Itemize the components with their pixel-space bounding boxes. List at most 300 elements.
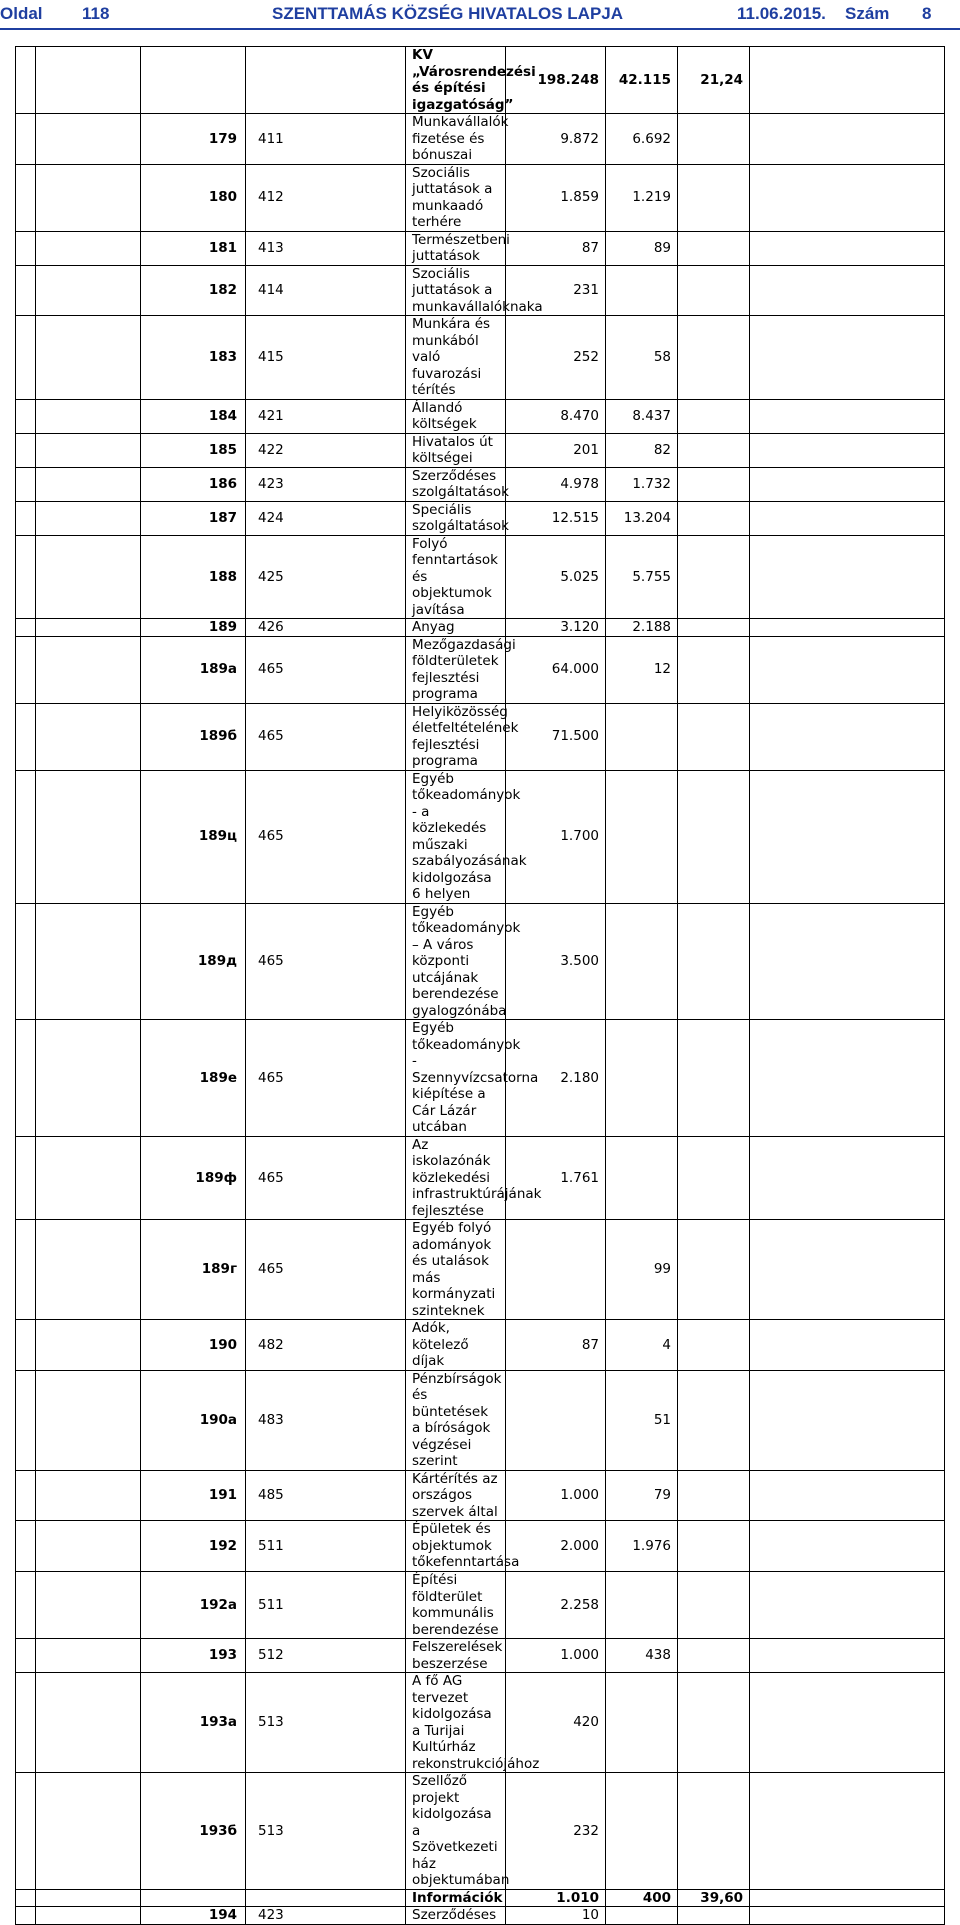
cell-plan-amount: 64.000 — [506, 636, 606, 703]
cell-realized-amount — [606, 703, 678, 770]
cell-plan-amount: 2.000 — [506, 1521, 606, 1572]
cell-plan-amount: 12.515 — [506, 501, 606, 535]
cell-plan-amount: 232 — [506, 1773, 606, 1890]
table-row — [16, 231, 945, 265]
cell-extra — [750, 703, 945, 770]
cell-blank-a — [16, 1572, 36, 1639]
cell-plan-amount — [506, 1220, 606, 1320]
cell-position — [141, 47, 246, 114]
cell-position: 190 — [141, 1320, 246, 1371]
cell-extra — [750, 1220, 945, 1320]
header-date: 11.06.2015. — [737, 4, 826, 23]
cell-description: Anyag — [406, 619, 506, 637]
cell-plan-amount: 420 — [506, 1673, 606, 1773]
table-row — [16, 1136, 945, 1220]
table-row — [16, 265, 945, 316]
cell-position: 179 — [141, 114, 246, 165]
cell-blank-a — [16, 1907, 36, 1925]
cell-extra — [750, 433, 945, 467]
cell-plan-amount: 3.120 — [506, 619, 606, 637]
cell-position: 193 — [141, 1639, 246, 1673]
cell-econ-code: 511 — [246, 1521, 406, 1572]
cell-plan-amount: 87 — [506, 231, 606, 265]
cell-description: Egyéb folyó adományok és utalások más kormányzati szinteknek — [406, 1220, 506, 1320]
table-row — [16, 619, 945, 637]
cell-blank-b — [36, 770, 141, 903]
table-row — [16, 433, 945, 467]
cell-percent — [678, 1370, 750, 1470]
cell-description: Építési földterület kommunális berendezése — [406, 1572, 506, 1639]
cell-econ-code — [246, 1889, 406, 1907]
cell-econ-code: 511 — [246, 1572, 406, 1639]
cell-econ-code: 465 — [246, 1220, 406, 1320]
table-row — [16, 47, 945, 114]
cell-description: Szerződéses szolgáltatások — [406, 467, 506, 501]
cell-position: 182 — [141, 265, 246, 316]
cell-position: 193б — [141, 1773, 246, 1890]
cell-econ-code: 465 — [246, 703, 406, 770]
cell-description: Információk — [406, 1889, 506, 1907]
cell-realized-amount: 8.437 — [606, 399, 678, 433]
cell-description: Kártérítés az országos szervek által — [406, 1470, 506, 1521]
cell-blank-b — [36, 1572, 141, 1639]
cell-position: 189д — [141, 903, 246, 1020]
cell-realized-amount: 5.755 — [606, 535, 678, 619]
cell-blank-b — [36, 265, 141, 316]
header-publication-title: SZENTTAMÁS KÖZSÉG HIVATALOS LAPJA — [272, 4, 624, 23]
cell-description: Szociális juttatások a munkaadó terhére — [406, 164, 506, 231]
cell-econ-code: 424 — [246, 501, 406, 535]
cell-percent — [678, 1907, 750, 1925]
cell-extra — [750, 1572, 945, 1639]
cell-blank-a — [16, 770, 36, 903]
cell-blank-a — [16, 619, 36, 637]
cell-description: Egyéb tőkeadományok -Szennyvízcsatorna kiépítése a Cár Lázár utcában — [406, 1020, 506, 1137]
table-row — [16, 1220, 945, 1320]
table-row — [16, 770, 945, 903]
cell-percent — [678, 164, 750, 231]
cell-percent — [678, 501, 750, 535]
table-row — [16, 1320, 945, 1371]
cell-blank-b — [36, 1136, 141, 1220]
cell-blank-a — [16, 1320, 36, 1371]
cell-plan-amount — [506, 1370, 606, 1470]
cell-realized-amount: 99 — [606, 1220, 678, 1320]
cell-description: Adók, kötelező díjak — [406, 1320, 506, 1371]
cell-blank-b — [36, 47, 141, 114]
cell-percent — [678, 1320, 750, 1371]
table-row — [16, 316, 945, 400]
cell-econ-code: 513 — [246, 1773, 406, 1890]
cell-position: 189ф — [141, 1136, 246, 1220]
cell-realized-amount: 400 — [606, 1889, 678, 1907]
cell-realized-amount: 1.219 — [606, 164, 678, 231]
cell-percent — [678, 433, 750, 467]
cell-position — [141, 1889, 246, 1907]
cell-percent — [678, 770, 750, 903]
cell-description: Természetbeni juttatások — [406, 231, 506, 265]
cell-plan-amount: 1.859 — [506, 164, 606, 231]
cell-blank-a — [16, 1370, 36, 1470]
table-row — [16, 1773, 945, 1890]
cell-position: 192 — [141, 1521, 246, 1572]
cell-percent — [678, 467, 750, 501]
cell-extra — [750, 903, 945, 1020]
cell-description: Speciális szolgáltatások — [406, 501, 506, 535]
cell-blank-b — [36, 1320, 141, 1371]
cell-realized-amount: 12 — [606, 636, 678, 703]
cell-position: 183 — [141, 316, 246, 400]
cell-plan-amount: 71.500 — [506, 703, 606, 770]
cell-econ-code: 465 — [246, 1020, 406, 1137]
table-row — [16, 1020, 945, 1137]
table-row — [16, 1639, 945, 1673]
cell-plan-amount: 1.010 — [506, 1889, 606, 1907]
cell-position: 189e — [141, 1020, 246, 1137]
cell-description: Épületek és objektumok tőkefenntartása — [406, 1521, 506, 1572]
cell-realized-amount — [606, 1136, 678, 1220]
cell-blank-b — [36, 1521, 141, 1572]
cell-position: 189б — [141, 703, 246, 770]
cell-econ-code: 411 — [246, 114, 406, 165]
cell-description: Állandó költségek — [406, 399, 506, 433]
cell-blank-b — [36, 114, 141, 165]
cell-percent — [678, 265, 750, 316]
cell-position: 189ц — [141, 770, 246, 903]
cell-blank-a — [16, 636, 36, 703]
cell-extra — [750, 1020, 945, 1137]
table-row — [16, 636, 945, 703]
table-row — [16, 467, 945, 501]
cell-plan-amount: 231 — [506, 265, 606, 316]
cell-realized-amount — [606, 265, 678, 316]
cell-plan-amount: 4.978 — [506, 467, 606, 501]
cell-econ-code: 425 — [246, 535, 406, 619]
cell-extra — [750, 316, 945, 400]
cell-blank-a — [16, 903, 36, 1020]
cell-description: Szellőző projekt kidolgozása a Szövetkezeti ház objektumában — [406, 1773, 506, 1890]
cell-blank-b — [36, 501, 141, 535]
cell-blank-b — [36, 1370, 141, 1470]
cell-extra — [750, 265, 945, 316]
cell-blank-a — [16, 47, 36, 114]
cell-realized-amount — [606, 1773, 678, 1890]
cell-description: A fő AG tervezet kidolgozása a Turijai Kultúrház rekonstrukciójához — [406, 1673, 506, 1773]
cell-blank-a — [16, 1521, 36, 1572]
cell-econ-code: 482 — [246, 1320, 406, 1371]
cell-percent — [678, 1136, 750, 1220]
cell-plan-amount: 252 — [506, 316, 606, 400]
cell-realized-amount: 4 — [606, 1320, 678, 1371]
cell-plan-amount: 1.000 — [506, 1639, 606, 1673]
cell-plan-amount: 1.700 — [506, 770, 606, 903]
cell-position: 188 — [141, 535, 246, 619]
table-row — [16, 1572, 945, 1639]
cell-blank-b — [36, 1220, 141, 1320]
cell-description: Szerződéses — [406, 1907, 506, 1925]
cell-realized-amount: 2.188 — [606, 619, 678, 637]
cell-econ-code: 465 — [246, 770, 406, 903]
cell-extra — [750, 1370, 945, 1470]
cell-blank-b — [36, 1020, 141, 1137]
cell-position: 192a — [141, 1572, 246, 1639]
cell-position: 193a — [141, 1673, 246, 1773]
cell-description: KV „Városrendezési és építési igazgatóság” — [406, 47, 506, 114]
cell-econ-code: 423 — [246, 467, 406, 501]
cell-extra — [750, 535, 945, 619]
cell-extra — [750, 619, 945, 637]
cell-blank-b — [36, 164, 141, 231]
table-row — [16, 1521, 945, 1572]
cell-position: 184 — [141, 399, 246, 433]
cell-percent — [678, 114, 750, 165]
cell-description: Szociális juttatások a munkavállalóknaka — [406, 265, 506, 316]
cell-econ-code: 485 — [246, 1470, 406, 1521]
cell-blank-a — [16, 501, 36, 535]
cell-realized-amount: 82 — [606, 433, 678, 467]
cell-position: 194 — [141, 1907, 246, 1925]
cell-realized-amount — [606, 903, 678, 1020]
table-row — [16, 703, 945, 770]
cell-percent: 39,60 — [678, 1889, 750, 1907]
cell-percent — [678, 1020, 750, 1137]
header-oldal-label: Oldal — [0, 4, 43, 23]
cell-realized-amount — [606, 770, 678, 903]
cell-percent — [678, 1773, 750, 1890]
cell-percent — [678, 399, 750, 433]
cell-extra — [750, 1907, 945, 1925]
table-row — [16, 903, 945, 1020]
cell-blank-a — [16, 467, 36, 501]
cell-position: 186 — [141, 467, 246, 501]
cell-blank-a — [16, 1773, 36, 1890]
cell-position: 187 — [141, 501, 246, 535]
cell-realized-amount: 79 — [606, 1470, 678, 1521]
cell-extra — [750, 164, 945, 231]
cell-blank-b — [36, 703, 141, 770]
cell-description: Egyéb tőkeadományok – A város központi utcájának berendezése gyalogzónába — [406, 903, 506, 1020]
cell-blank-b — [36, 1673, 141, 1773]
cell-econ-code: 465 — [246, 903, 406, 1020]
cell-blank-a — [16, 1639, 36, 1673]
table-row — [16, 164, 945, 231]
budget-table-body — [16, 47, 945, 1925]
cell-percent — [678, 1673, 750, 1773]
cell-blank-a — [16, 1470, 36, 1521]
cell-blank-a — [16, 433, 36, 467]
cell-percent — [678, 1572, 750, 1639]
cell-extra — [750, 1673, 945, 1773]
cell-econ-code: 423 — [246, 1907, 406, 1925]
cell-econ-code: 483 — [246, 1370, 406, 1470]
cell-plan-amount: 201 — [506, 433, 606, 467]
cell-realized-amount — [606, 1907, 678, 1925]
table-row — [16, 114, 945, 165]
cell-blank-b — [36, 903, 141, 1020]
cell-percent — [678, 316, 750, 400]
cell-position: 180 — [141, 164, 246, 231]
cell-realized-amount: 6.692 — [606, 114, 678, 165]
cell-blank-b — [36, 1907, 141, 1925]
cell-extra — [750, 399, 945, 433]
cell-blank-a — [16, 1020, 36, 1137]
header-page-number: 118 — [82, 4, 110, 23]
cell-description: Egyéb tőkeadományok - a közlekedés műszaki szabályozásának kidolgozása 6 helyen — [406, 770, 506, 903]
cell-percent — [678, 1639, 750, 1673]
cell-percent — [678, 636, 750, 703]
cell-extra — [750, 1773, 945, 1890]
cell-econ-code: 421 — [246, 399, 406, 433]
cell-realized-amount: 42.115 — [606, 47, 678, 114]
cell-blank-b — [36, 1889, 141, 1907]
cell-extra — [750, 501, 945, 535]
cell-blank-b — [36, 1639, 141, 1673]
cell-blank-b — [36, 433, 141, 467]
cell-plan-amount: 87 — [506, 1320, 606, 1371]
cell-blank-a — [16, 114, 36, 165]
cell-blank-a — [16, 1136, 36, 1220]
page-header — [0, 0, 960, 30]
cell-plan-amount: 8.470 — [506, 399, 606, 433]
cell-blank-b — [36, 535, 141, 619]
cell-econ-code: 414 — [246, 265, 406, 316]
table-row — [16, 399, 945, 433]
cell-blank-b — [36, 619, 141, 637]
cell-realized-amount: 51 — [606, 1370, 678, 1470]
cell-position: 185 — [141, 433, 246, 467]
cell-blank-a — [16, 316, 36, 400]
cell-econ-code: 426 — [246, 619, 406, 637]
cell-percent: 21,24 — [678, 47, 750, 114]
cell-blank-a — [16, 399, 36, 433]
cell-realized-amount: 1.976 — [606, 1521, 678, 1572]
cell-econ-code: 413 — [246, 231, 406, 265]
table-row — [16, 1470, 945, 1521]
cell-extra — [750, 1136, 945, 1220]
cell-extra — [750, 1320, 945, 1371]
cell-position: 181 — [141, 231, 246, 265]
header-issue-number: 8 — [922, 4, 932, 23]
cell-blank-b — [36, 467, 141, 501]
cell-percent — [678, 903, 750, 1020]
cell-realized-amount: 438 — [606, 1639, 678, 1673]
table-row — [16, 501, 945, 535]
cell-plan-amount: 3.500 — [506, 903, 606, 1020]
cell-plan-amount: 1.000 — [506, 1470, 606, 1521]
cell-econ-code: 465 — [246, 636, 406, 703]
cell-econ-code: 512 — [246, 1639, 406, 1673]
cell-percent — [678, 535, 750, 619]
cell-blank-b — [36, 636, 141, 703]
cell-realized-amount — [606, 1673, 678, 1773]
header-szam-label: Szám — [845, 4, 890, 23]
cell-blank-a — [16, 265, 36, 316]
cell-percent — [678, 619, 750, 637]
table-row — [16, 535, 945, 619]
cell-blank-a — [16, 1889, 36, 1907]
cell-extra — [750, 114, 945, 165]
cell-blank-b — [36, 231, 141, 265]
cell-plan-amount: 9.872 — [506, 114, 606, 165]
cell-realized-amount — [606, 1020, 678, 1137]
cell-extra — [750, 1639, 945, 1673]
cell-position: 189г — [141, 1220, 246, 1320]
cell-extra — [750, 1521, 945, 1572]
cell-realized-amount: 89 — [606, 231, 678, 265]
cell-percent — [678, 1220, 750, 1320]
cell-position: 189 — [141, 619, 246, 637]
cell-blank-a — [16, 703, 36, 770]
cell-econ-code: 422 — [246, 433, 406, 467]
cell-description: Pénzbírságok és büntetések a bíróságok végzései szerint — [406, 1370, 506, 1470]
cell-realized-amount — [606, 1572, 678, 1639]
cell-econ-code: 513 — [246, 1673, 406, 1773]
cell-position: 189a — [141, 636, 246, 703]
table-row — [16, 1370, 945, 1470]
cell-blank-a — [16, 164, 36, 231]
cell-realized-amount: 58 — [606, 316, 678, 400]
cell-description: Munkára és munkából való fuvarozási térítés — [406, 316, 506, 400]
cell-extra — [750, 231, 945, 265]
cell-percent — [678, 1521, 750, 1572]
cell-realized-amount: 1.732 — [606, 467, 678, 501]
cell-plan-amount: 2.180 — [506, 1020, 606, 1137]
cell-percent — [678, 1470, 750, 1521]
cell-description: Mezőgazdasági földterületek fejlesztési programa — [406, 636, 506, 703]
cell-plan-amount: 5.025 — [506, 535, 606, 619]
cell-description: Az iskolazónák közlekedési infrastruktúrájának fejlesztése — [406, 1136, 506, 1220]
cell-econ-code: 415 — [246, 316, 406, 400]
cell-plan-amount: 10 — [506, 1907, 606, 1925]
cell-plan-amount: 1.761 — [506, 1136, 606, 1220]
cell-plan-amount: 2.258 — [506, 1572, 606, 1639]
cell-econ-code — [246, 47, 406, 114]
cell-description: Folyó fenntartások és objektumok javítása — [406, 535, 506, 619]
cell-extra — [750, 770, 945, 903]
cell-extra — [750, 467, 945, 501]
table-row — [16, 1907, 945, 1925]
cell-extra — [750, 1470, 945, 1521]
cell-description: Hivatalos út költségei — [406, 433, 506, 467]
table-row — [16, 1673, 945, 1773]
cell-realized-amount: 13.204 — [606, 501, 678, 535]
cell-extra — [750, 47, 945, 114]
cell-blank-b — [36, 1773, 141, 1890]
cell-percent — [678, 703, 750, 770]
cell-blank-a — [16, 1220, 36, 1320]
cell-blank-b — [36, 399, 141, 433]
cell-blank-a — [16, 1673, 36, 1773]
cell-blank-a — [16, 535, 36, 619]
cell-position: 190a — [141, 1370, 246, 1470]
cell-description: Helyiközösség életfeltételének fejlesztési programa — [406, 703, 506, 770]
cell-econ-code: 465 — [246, 1136, 406, 1220]
header-rule — [0, 28, 960, 30]
cell-econ-code: 412 — [246, 164, 406, 231]
cell-blank-a — [16, 231, 36, 265]
cell-blank-b — [36, 316, 141, 400]
budget-table — [15, 46, 945, 1925]
cell-extra — [750, 636, 945, 703]
cell-description: Felszerelések beszerzése — [406, 1639, 506, 1673]
table-row — [16, 1889, 945, 1907]
cell-position: 191 — [141, 1470, 246, 1521]
cell-description: Munkavállalók fizetése és bónuszai — [406, 114, 506, 165]
cell-extra — [750, 1889, 945, 1907]
cell-plan-amount: 198.248 — [506, 47, 606, 114]
cell-percent — [678, 231, 750, 265]
cell-blank-b — [36, 1470, 141, 1521]
